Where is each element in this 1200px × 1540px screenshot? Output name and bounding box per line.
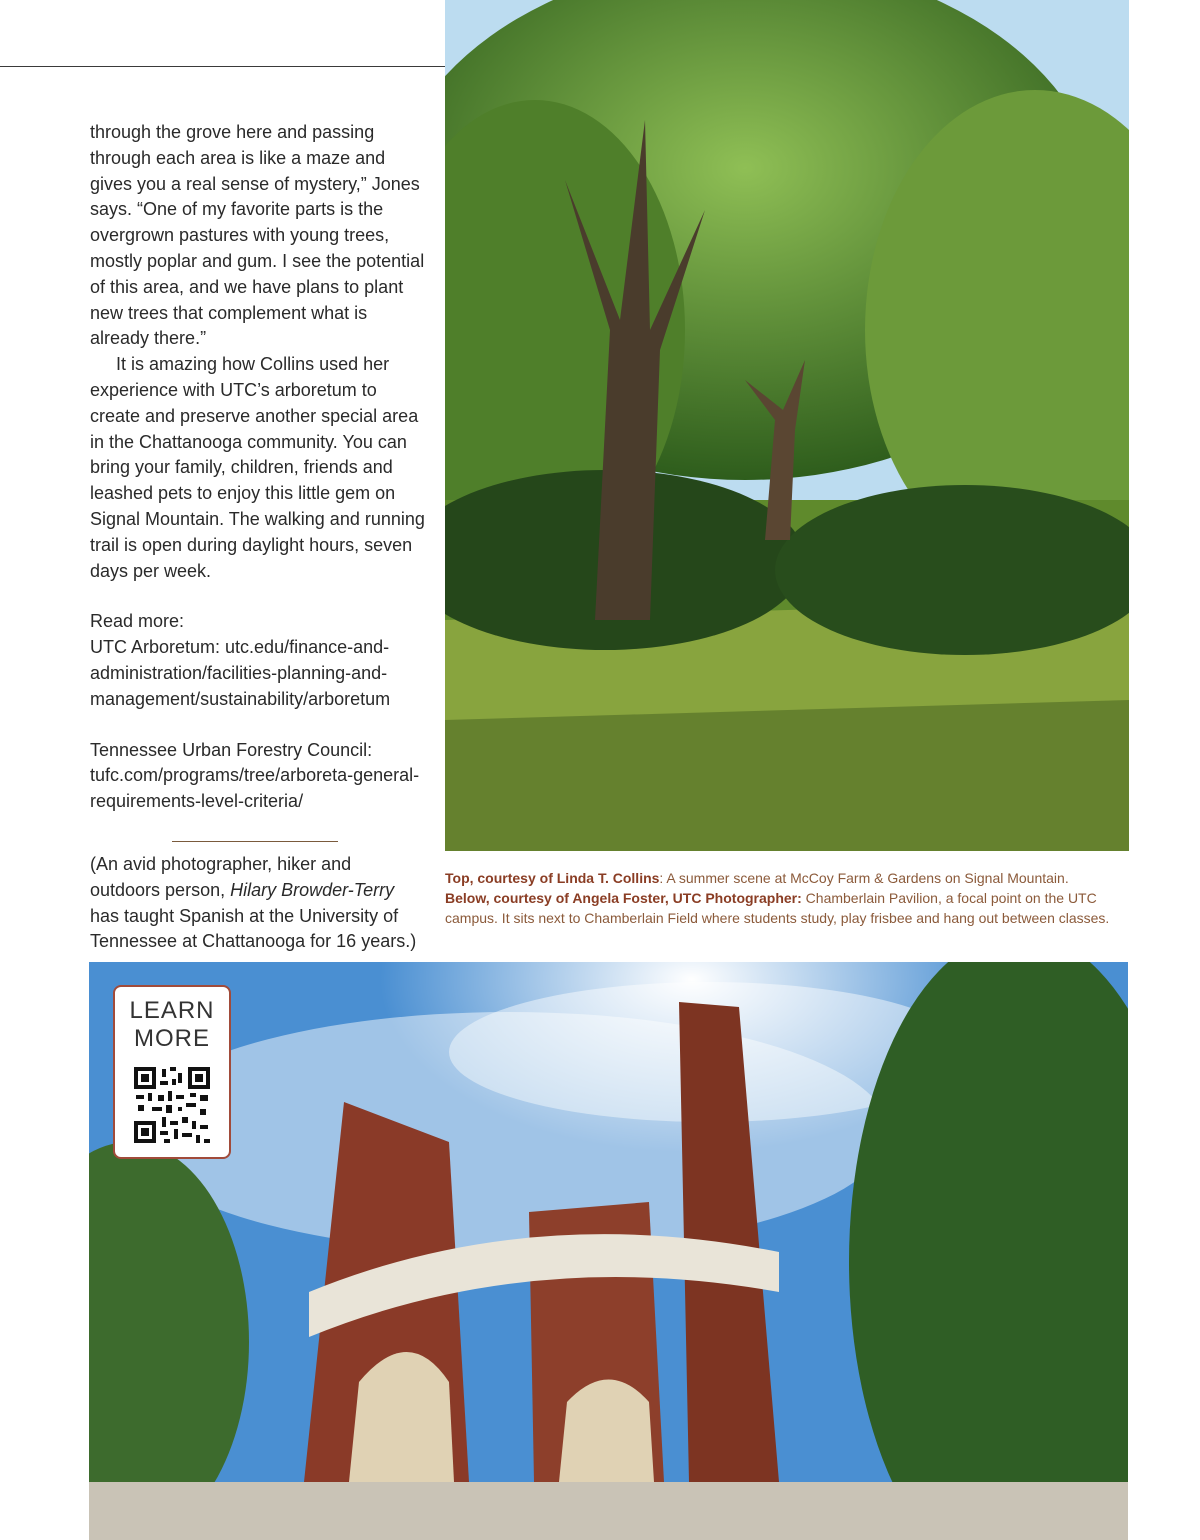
qr-code-icon[interactable] bbox=[134, 1067, 210, 1143]
learn-more-label bbox=[115, 997, 229, 1053]
author-bio bbox=[90, 852, 425, 955]
photo-mccoy-farm bbox=[445, 0, 1129, 851]
learn-more-line-2: MORE bbox=[134, 1025, 210, 1052]
bio-text-end: has taught Spanish at the University of Tennessee at Chattanooga for 16 years.) bbox=[90, 905, 417, 952]
author-name: Hilary Browder-Terry bbox=[230, 879, 395, 900]
photo-chamberlain-pavilion bbox=[89, 962, 1128, 1540]
caption-top-text: : A summer scene at McCoy Farm & Gardens on Signal Mountain. bbox=[659, 870, 1069, 886]
paragraph-1: through the grove here and passing through each area is like a maze and gives you a real sense of mystery,” Jones says. “One of my favorite parts is the overgrown pastures with young trees, mostly poplar and gum. I see the potential of this area, and we have plans to plant new trees that complement what is already there.” bbox=[90, 122, 425, 349]
learn-more-line-1: LEARN bbox=[129, 997, 215, 1024]
caption-bottom-text: Chamberlain Pavilion, a focal point on the UTC campus. It sits next to Chamberlain Field where students study, play frisbee and hang out between classes. bbox=[445, 890, 1110, 926]
photo-caption bbox=[445, 868, 1129, 928]
bio-divider bbox=[172, 841, 338, 842]
read-more-link-tufc[interactable]: Tennessee Urban Forestry Council: tufc.com/programs/tree/arboreta-general-requirements-level-criteria/ bbox=[90, 739, 420, 812]
caption-bottom-credit: Below, courtesy of Angela Foster, UTC Photographer: bbox=[445, 890, 802, 906]
pavilion-scene-illustration bbox=[89, 962, 1128, 1540]
top-rule bbox=[0, 66, 446, 67]
bio-text-start: (An avid photographer, hiker and outdoors person, bbox=[90, 853, 352, 900]
article-column bbox=[90, 120, 425, 955]
read-more-heading: Read more: bbox=[90, 611, 185, 632]
tree-scene-illustration bbox=[445, 0, 1129, 851]
learn-more-badge[interactable] bbox=[113, 985, 231, 1159]
read-more-link-arboretum[interactable]: UTC Arboretum: utc.edu/finance-and-administration/facilities-planning-and-management/sustainability/arboretum bbox=[90, 637, 391, 709]
caption-top-credit: Top, courtesy of Linda T. Collins bbox=[445, 870, 660, 886]
paragraph-2: It is amazing how Collins used her experience with UTC’s arboretum to create and preserve another special area in the Chattanooga community. You can bring your family, children, friends and leashed pets to enjoy this little gem on Signal Mountain. The walking and running trail is open during daylight hours, seven days per week. bbox=[90, 354, 425, 581]
